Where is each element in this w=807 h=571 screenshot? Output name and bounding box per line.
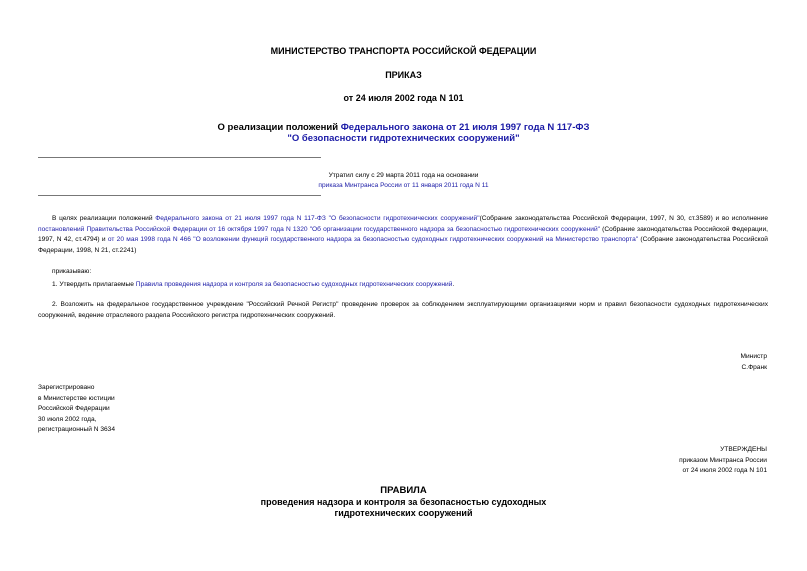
preamble-text-2: (Собрание законодательства Российской Федерации, 1997, N 30, ст.3589) и во исполнение xyxy=(479,215,768,222)
registration-line-3: Российской Федерации xyxy=(38,405,110,412)
approved-block xyxy=(679,445,767,477)
status-line-2 xyxy=(0,181,807,192)
preamble-text-3: (Собрание законодательства Российской Федерации, 1997, N 42, ст.4794) и xyxy=(38,225,768,244)
rules-subtitle-2: гидротехнических сооружений xyxy=(334,508,473,518)
item-1-prefix: 1. Утвердить прилагаемые xyxy=(52,281,136,288)
status-line: Утратил силу с 29 марта 2011 года на основании xyxy=(328,172,479,179)
signature-name: С.Франк xyxy=(741,363,767,371)
preamble-law-link[interactable]: Федерального закона от 21 июля 1997 года N 117-ФЗ "О безопасности гидротехнических сооружений" xyxy=(155,215,480,222)
registration-line-4: 30 июля 2002 года, xyxy=(38,415,97,423)
rules-subtitle-1: проведения надзора и контроля за безопасностью судоходных xyxy=(260,497,547,507)
item-2: 2. Возложить на федеральное государственное учреждение "Российский Речной Регистр" проведение проверок за соблюдением эксплуатирующими организациями норм и правил безопасности судоходных гидротехнических сооружений, ведение отраслевого раздела Российского регистра гидротехнических сооружений. xyxy=(38,301,768,319)
signature-position: Министр xyxy=(740,353,767,360)
ministry-heading: МИНИСТЕРСТВО ТРАНСПОРТА РОССИЙСКОЙ ФЕДЕРАЦИИ xyxy=(270,46,537,56)
law-name-link[interactable]: "О безопасности гидротехнических сооружений" xyxy=(287,133,520,144)
item-1-suffix: . xyxy=(452,281,455,288)
order-title-prefix: О реализации положений xyxy=(217,122,341,133)
signature-block xyxy=(741,352,768,373)
divider-top xyxy=(38,157,321,158)
divider-bottom xyxy=(38,195,321,196)
order-title xyxy=(0,122,807,133)
approved-line-3: от 24 июля 2002 года N 101 xyxy=(682,467,767,474)
order-title-line2 xyxy=(0,133,807,144)
registration-line-2: в Министерстве юстиции xyxy=(38,394,115,402)
registration-line-1: Зарегистрировано xyxy=(38,384,95,391)
federal-law-link[interactable]: Федерального закона от 21 июля 1997 года N 117-ФЗ xyxy=(340,122,590,133)
registration-block xyxy=(38,383,115,436)
preamble-text-1: В целях реализации положений xyxy=(52,215,156,222)
order-word: приказываю: xyxy=(52,268,92,275)
registration-line-5: регистрационный N 3634 xyxy=(38,426,116,433)
item-1 xyxy=(38,280,768,291)
approved-line-2: приказом Минтранса России xyxy=(679,456,767,464)
government-decree-link[interactable]: постановлений Правительства Российской Федерации от 16 октября 1997 года N 1320 "Об организации государственного надзора за безопасностью гидротехнических сооружений" xyxy=(38,225,600,233)
rules-link[interactable]: Правила проведения надзора и контроля за безопасностью судоходных гидротехнических сооружений xyxy=(135,281,453,288)
rules-heading: ПРАВИЛА xyxy=(380,485,427,496)
doc-type-heading: ПРИКАЗ xyxy=(385,70,422,80)
repeal-order-link[interactable]: приказа Минтранса России от 11 января 2011 года N 11 xyxy=(318,182,489,189)
preamble-text-4: (Собрание законодательства Российской Федерации, 1998, N 21, ст.2241) xyxy=(38,236,768,254)
order-date-number: от 24 июля 2002 года N 101 xyxy=(343,93,464,103)
approved-line-1: УТВЕРЖДЕНЫ xyxy=(720,446,767,453)
preamble-paragraph xyxy=(38,214,768,256)
decree-466-link[interactable]: от 20 мая 1998 года N 466 "О возложении функций государственного надзора за безопасностью судоходных гидротехнических сооружений на Министерство транспорта" xyxy=(107,236,639,244)
